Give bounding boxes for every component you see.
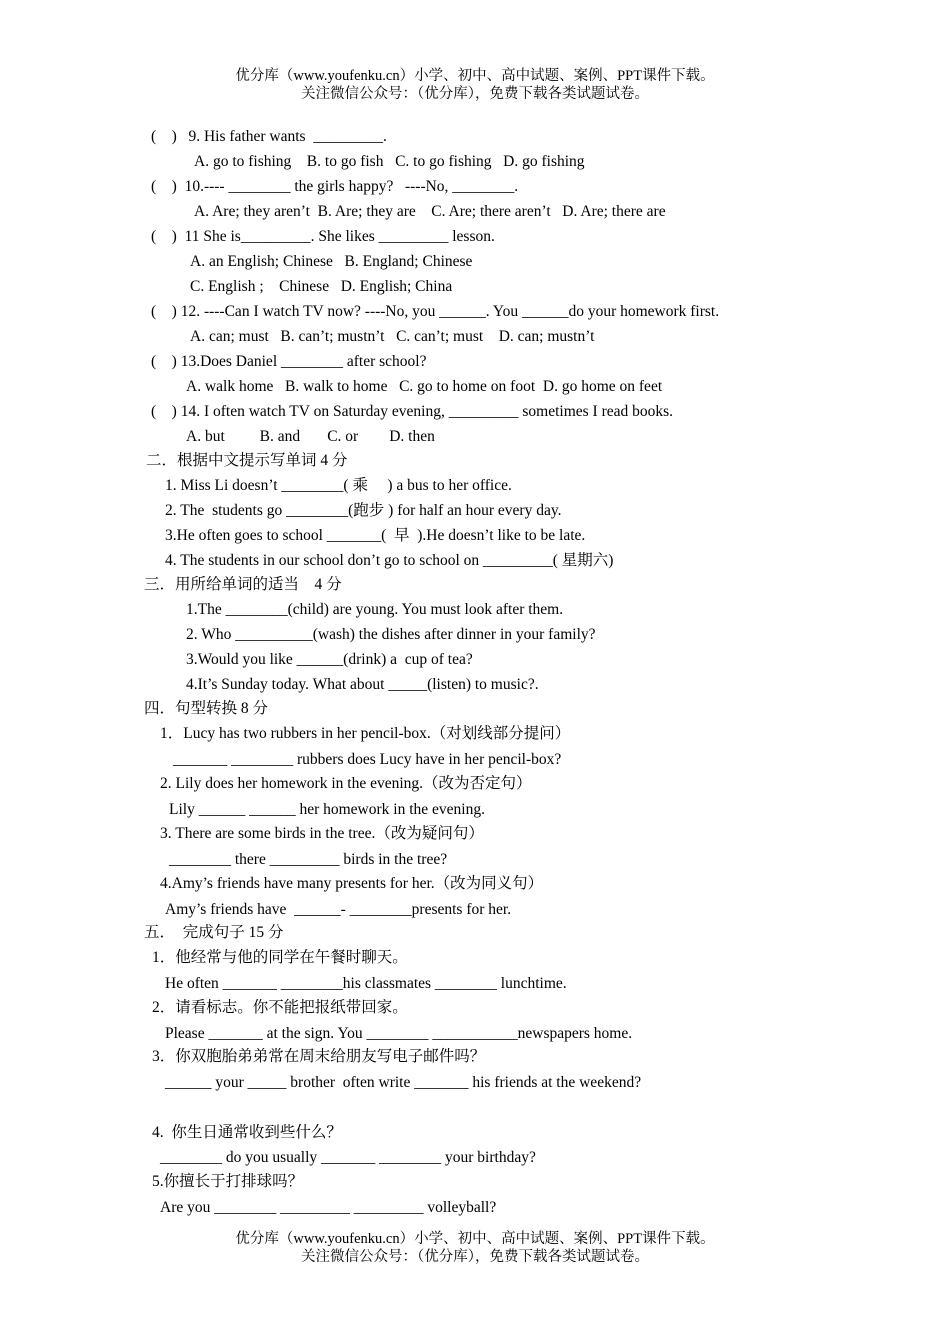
section-4-item-3-answer: ________ there _________ birds in the tree? <box>169 851 448 868</box>
section-5-heading: 五． 完成句子 15 分 <box>144 924 284 941</box>
section-5-item-1: 1．他经常与他的同学在午餐时聊天。 <box>152 949 408 966</box>
section-2-item-2: 2. The students go ________(跑步 ) for half an hour every day. <box>165 502 562 519</box>
question-9-options: A. go to fishing B. to go fish C. to go fishing D. go fishing <box>194 153 585 170</box>
footer-line-2: 关注微信公众号：（优分库），免费下载各类试题试卷。 <box>301 1249 649 1265</box>
question-9: ( ) 9. His father wants _________. <box>151 128 387 145</box>
section-5-item-3-answer: ______ your _____ brother often write _______ his friends at the weekend? <box>165 1074 642 1091</box>
question-10: ( ) 10.---- ________ the girls happy? ----No, ________. <box>151 178 519 195</box>
header-line-1: 优分库（www.youfenku.cn）小学、初中、高中试题、案例、PPT课件下载。 <box>235 68 715 84</box>
question-12: ( ) 12. ----Can I watch TV now? ----No, you ______. You ______do your homework first. <box>151 303 720 320</box>
question-13: ( ) 13.Does Daniel ________ after school? <box>151 353 427 370</box>
question-10-options: A. Are; they aren’t B. Are; they are C. Are; there aren’t D. Are; there are <box>194 203 666 220</box>
section-5-item-5-answer: Are you ________ _________ _________ volleyball? <box>160 1199 497 1216</box>
section-5-item-4-answer: ________ do you usually _______ ________ your birthday? <box>160 1149 536 1166</box>
section-5-item-3: 3．你双胞胎弟弟常在周末给朋友写电子邮件吗？ <box>152 1048 486 1065</box>
question-14: ( ) 14. I often watch TV on Saturday evening, _________ sometimes I read books. <box>151 403 674 420</box>
section-4-item-1: 1．Lucy has two rubbers in her pencil-box.（对划线部分提问） <box>160 725 571 742</box>
section-4-item-4-answer: Amy’s friends have ______- ________presents for her. <box>165 901 512 918</box>
section-4-item-4: 4.Amy’s friends have many presents for her.（改为同义句） <box>160 875 544 892</box>
question-11-options-a: A. an English; Chinese B. England; Chinese <box>190 253 473 270</box>
section-5-item-2: 2．请看标志。你不能把报纸带回家。 <box>152 999 408 1016</box>
section-3-item-3: 3.Would you like ______(drink) a cup of tea? <box>186 651 473 668</box>
section-4-item-2-answer: Lily ______ ______ her homework in the evening. <box>169 801 485 818</box>
question-11-options-c: C. English ; Chinese D. English; China <box>190 278 453 295</box>
section-4-item-3: 3. There are some birds in the tree.（改为疑问句） <box>160 825 484 842</box>
section-2-item-4: 4. The students in our school don’t go to school on _________( 星期六) <box>165 552 614 569</box>
page-footer <box>0 1230 950 1266</box>
section-4-item-1-answer: _______ ________ rubbers does Lucy have in her pencil-box? <box>173 751 562 768</box>
section-5-item-5: 5.你擅长于打排球吗？ <box>152 1173 304 1190</box>
question-14-options: A. but B. and C. or D. then <box>186 428 435 445</box>
section-2-heading: 二．根据中文提示写单词 4 分 <box>146 452 348 469</box>
section-5-item-4: 4. 你生日通常收到些什么？ <box>152 1124 342 1141</box>
section-2-item-3: 3.He often goes to school _______( 早 ).He doesn’t like to be late. <box>165 527 586 544</box>
header-line-2: 关注微信公众号：（优分库），免费下载各类试题试卷。 <box>301 86 649 102</box>
section-3-item-4: 4.It’s Sunday today. What about _____(listen) to music?. <box>186 676 539 693</box>
question-11: ( ) 11 She is_________. She likes _________ lesson. <box>151 228 495 245</box>
question-12-options: A. can; must B. can’t; mustn’t C. can’t; must D. can; mustn’t <box>190 328 595 345</box>
section-5-item-1-answer: He often _______ ________his classmates ________ lunchtime. <box>165 975 567 992</box>
question-13-options: A. walk home B. walk to home C. go to home on foot D. go home on feet <box>186 378 663 395</box>
section-2-item-1: 1. Miss Li doesn’t ________( 乘 ) a bus to her office. <box>165 477 512 494</box>
section-4-heading: 四．句型转换 8 分 <box>144 700 269 717</box>
footer-line-1: 优分库（www.youfenku.cn）小学、初中、高中试题、案例、PPT课件下载。 <box>235 1231 715 1247</box>
section-5-item-2-answer: Please _______ at the sign. You ________ ___________newspapers home. <box>165 1025 633 1042</box>
section-3-item-1: 1.The ________(child) are young. You must look after them. <box>186 601 564 618</box>
section-3-heading: 三．用所给单词的适当 4 分 <box>144 576 342 593</box>
section-3-item-2: 2. Who __________(wash) the dishes after dinner in your family? <box>186 626 596 643</box>
page-header <box>0 67 950 103</box>
section-4-item-2: 2. Lily does her homework in the evening.（改为否定句） <box>160 775 532 792</box>
